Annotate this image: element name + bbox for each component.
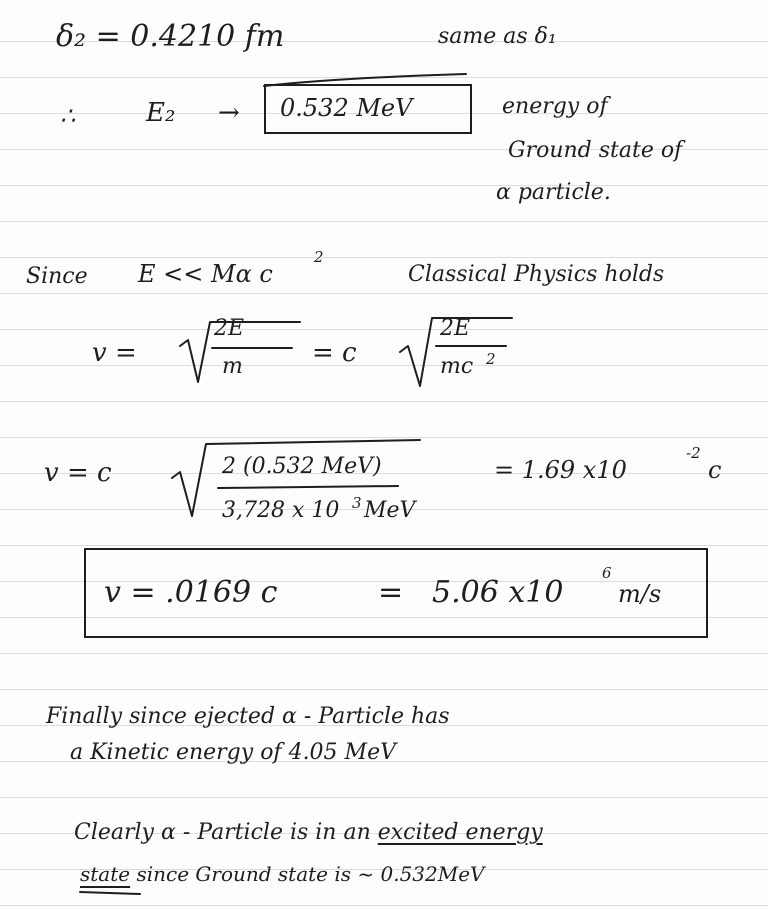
speed-ratio-exponent: -2 [686, 444, 701, 462]
frac3-denominator-unit: MeV [364, 498, 416, 523]
equals-c: = c [312, 338, 357, 368]
boxed-energy-value: 0.532 MeV [280, 94, 413, 122]
since-word: Since [26, 264, 88, 289]
radical-3 [172, 440, 420, 516]
radical-1 [180, 322, 300, 382]
finally-line-b: a Kinetic energy of 4.05 MeV [70, 740, 396, 765]
classical-physics-note: Classical Physics holds [408, 262, 665, 287]
v-equals-c: v = c [44, 458, 112, 488]
excited-energy-underlined: excited energy [377, 820, 543, 845]
e2-label: E₂ [146, 98, 176, 128]
same-as-note: same as δ₁ [438, 24, 557, 49]
velocity-result: v = .0169 c [104, 575, 278, 610]
desc-line-2: Ground state of [508, 138, 683, 163]
fraction-bar-3 [218, 486, 398, 488]
delta2-equation: δ₂ = 0.4210 fm [56, 19, 285, 54]
frac1-denominator: m [222, 354, 243, 379]
velocity-exponent: 6 [602, 564, 612, 582]
frac2-numerator: 2E [440, 316, 471, 341]
clearly-line-a-text: Clearly α - Particle is in an [74, 820, 378, 845]
condition-exponent: 2 [314, 248, 324, 266]
energy-condition: E << Mα c [138, 260, 273, 288]
radical-2 [400, 318, 512, 386]
velocity-unit: m/s [618, 580, 662, 608]
desc-line-3: α particle. [496, 180, 611, 205]
state-underline-stroke [80, 892, 140, 894]
frac2-denominator: mc [440, 354, 474, 379]
frac3-denominator: 3,728 x 10 [222, 498, 340, 523]
desc-line-1: energy of [502, 94, 608, 119]
finally-line-a: Finally since ejected α - Particle has [46, 704, 450, 729]
result-equals: = [378, 575, 404, 610]
clearly-line-b-text: since Ground state is ~ 0.532MeV [130, 862, 485, 886]
v-equals: v = [92, 338, 137, 368]
frac1-numerator: 2E [214, 316, 245, 341]
velocity-si-value: 5.06 x10 [432, 575, 564, 610]
frac3-denominator-exponent: 3 [352, 494, 362, 512]
therefore-symbol: ∴ [60, 102, 76, 130]
speed-ratio-unit: c [708, 456, 722, 484]
state-underlined: state [80, 862, 131, 886]
speed-ratio-result: = 1.69 x10 [494, 456, 627, 484]
box-flourish [264, 74, 466, 86]
frac2-exponent: 2 [486, 350, 496, 368]
frac3-numerator: 2 (0.532 MeV) [222, 454, 382, 479]
arrow: → [218, 98, 240, 128]
